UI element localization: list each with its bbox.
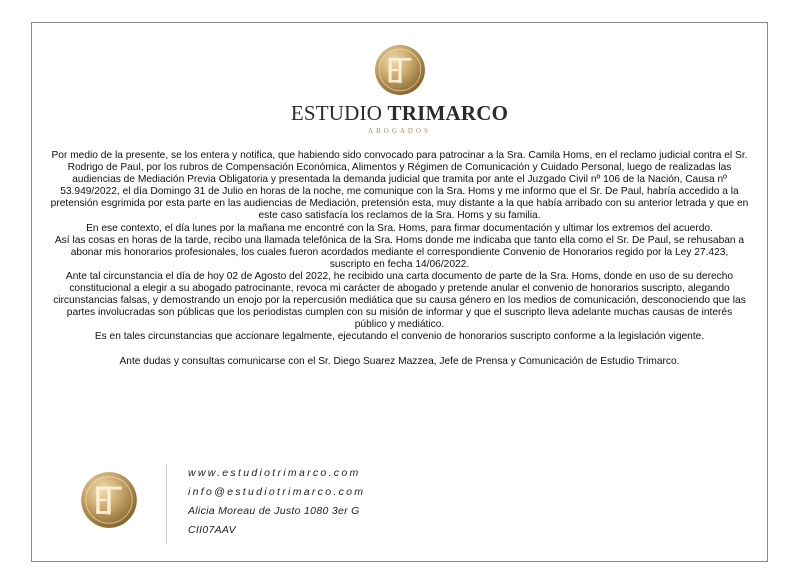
- estudio-trimarco-logo: [374, 44, 426, 96]
- letter-body: [50, 150, 749, 368]
- postal-code-text: CII07AAV: [188, 524, 236, 536]
- brand-name-regular: ESTUDIO: [290, 101, 388, 125]
- address-text: Alicia Moreau de Justo 1080 3er G: [188, 505, 360, 517]
- footer-divider: [166, 464, 167, 544]
- paragraph-contact: Ante dudas y consultas comunicarse con el Sr. Diego Suarez Mazzea, Jefe de Prensa y Comunicación de Estudio Trimarco.: [119, 355, 680, 367]
- paragraph-legal-action: Es en tales circunstancias que accionare legalmente, ejecutando el convenio de honorarios suscripto conforme a la legislación vigente.: [94, 331, 705, 343]
- paragraph-intro: Por medio de la presente, se los entera y notifica, que habiendo sido convocado para patrocinar a la Sra. Camila Homs, en el reclamo judicial contra el Sr. Rodrigo de Paul, por los rubros de Compensación Económica, Alimentos y Régimen de Comunicación y Cuidado Personal, luego de realizadas las audiencias de Mediación Previa Obligatoria y presentada la demanda judicial que tramita por ante el Juzgado Civil nº 106 de la Nación, Causa nº 53.949/2022, el día Domingo 31 de Julio en horas de la noche, me comunique con la Sra. Homs y me informo que el Sr. De Paul, habría accedido a la pretensión esgrimida por esta parte en las audiencias de Mediación, pretensión esta, muy distante a la que había arribado con su anterior letrada y que en este caso satisfacía los reclamos de la Sra. Homs y su familia.: [50, 150, 749, 222]
- email-link[interactable]: info@estudiotrimarco.com: [188, 486, 366, 498]
- contact-block: [188, 464, 365, 540]
- letter-page: [31, 22, 768, 562]
- paragraph-phone-call: Así las cosas en horas de la tarde, recibo una llamada telefónica de la Sra. Homs donde me indicaba que tanto ella como el Sr. De Paul, se rehusaban a abonar mis honorarios profesionales, los cuales fueron acordados mediante el correspondiente Convenio de Honorarios regido por la Ley 27.423, suscripto en fecha 14/06/2022.: [54, 234, 745, 270]
- paragraph-context: En ese contexto, el día lunes por la mañana me encontré con la Sra. Homs, para firmar documentación y ultimar los extremos del acuerdo.: [86, 222, 713, 234]
- brand-name-bold: TRIMARCO: [387, 101, 509, 125]
- estudio-trimarco-footer-logo: [80, 471, 138, 529]
- brand-name: [32, 101, 767, 126]
- brand-tagline: ABOGADOS: [368, 127, 431, 135]
- paragraph-revocation: Ante tal circunstancia el día de hoy 02 de Agosto del 2022, he recibido una carta documento de parte de la Sra. Homs, donde en uso de su derecho constitucional a elegir a su abogado patrocinante, revoca mi carácter de abogado y pretende anular el convenio de honorarios suscripto, alegando circunstancias falsas, y demostrando un enojo por la repercusión mediática que su causa género en los medios de comunicación, desconociendo que las partes involucradas son públicas que los periodistas cumplen con su misión de informar y que el suscripto lleva adelante muchas causas de interés público y mediático.: [53, 270, 746, 331]
- website-link[interactable]: www.estudiotrimarco.com: [188, 467, 361, 479]
